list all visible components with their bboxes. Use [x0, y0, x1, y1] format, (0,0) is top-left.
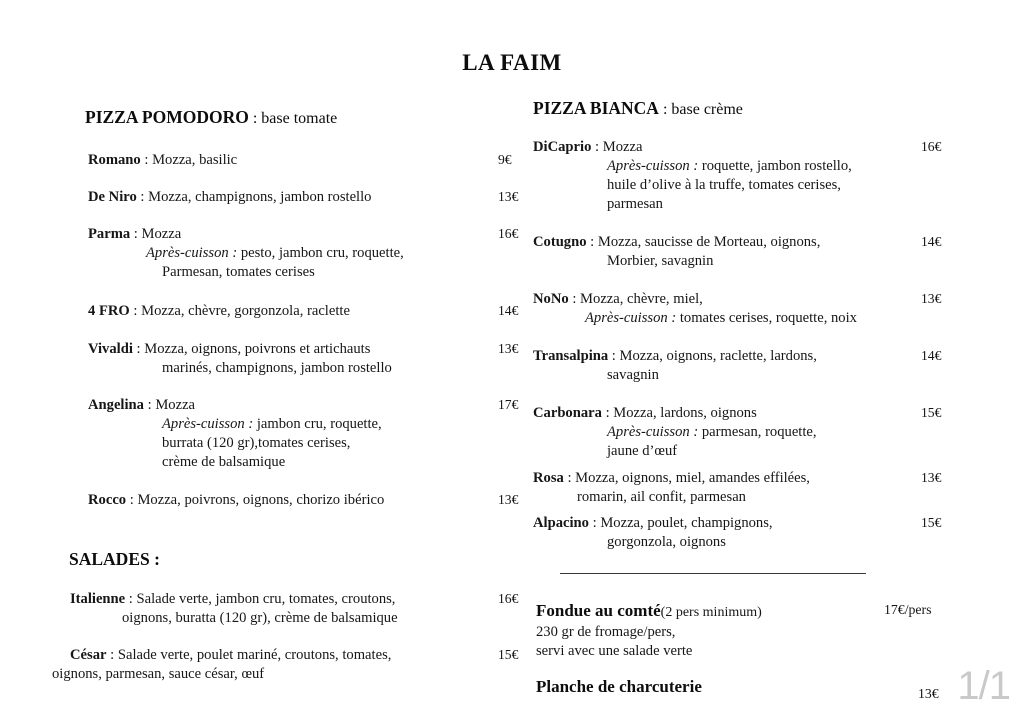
- menu-item-parma-name: Parma: [88, 226, 131, 242]
- menu-item-angelina-apres-label: Après-cuisson :: [162, 415, 254, 432]
- menu-item-angelina-apres-line-1: [88, 415, 382, 434]
- menu-item-nono-apres-1: tomates cerises, roquette, noix: [676, 309, 857, 326]
- menu-item-romano-line-1: [88, 151, 237, 170]
- menu-item-cotugno-desc-1: Mozza, saucisse de Morteau, oignons,: [597, 234, 821, 250]
- menu-item-4-fro-line-1: [88, 302, 350, 321]
- menu-item-dicaprio-apres-1: roquette, jambon rostello,: [698, 157, 852, 174]
- menu-item-rocco-sep: :: [126, 492, 138, 508]
- menu-item-dicaprio-apres-line-3: parmesan: [607, 195, 663, 212]
- menu-item-cotugno-sep: :: [586, 234, 598, 250]
- menu-item-nono-desc-1: Mozza, chèvre, miel,: [580, 291, 703, 307]
- menu-item-carbonara-apres-label: Après-cuisson :: [607, 423, 699, 440]
- menu-item-italienne-sep: :: [125, 591, 137, 607]
- menu-item-vivaldi-price: 13€: [498, 341, 519, 356]
- menu-item-romano-sep: :: [140, 152, 153, 168]
- menu-item-cotugno[interactable]: [533, 233, 942, 271]
- menu-item-rocco-desc-1: Mozza, poivrons, oignons, chorizo ibérico: [137, 492, 385, 508]
- menu-item-cesar-sep: :: [106, 647, 118, 663]
- menu-item-de-niro-price: 13€: [498, 189, 519, 204]
- menu-item-parma[interactable]: [88, 225, 519, 282]
- menu-item-parma-apres-1: pesto, jambon cru, roquette,: [237, 244, 404, 261]
- menu-item-cotugno-price: 14€: [921, 234, 942, 249]
- section-heading-bianca: [533, 98, 743, 119]
- menu-item-rocco-name: Rocco: [88, 492, 127, 508]
- menu-item-fondue-desc-2: servi avec une salade verte: [536, 643, 693, 660]
- menu-item-carbonara-desc-1: Mozza, lardons, oignons: [613, 405, 757, 421]
- menu-item-dicaprio-apres-label: Après-cuisson :: [607, 157, 699, 174]
- menu-item-transalpina-price: 14€: [921, 348, 942, 363]
- menu-item-angelina[interactable]: [88, 396, 519, 472]
- menu-item-planche-name: Planche de charcuterie: [536, 677, 702, 696]
- menu-item-fondue-line-1: [536, 600, 762, 623]
- menu-item-transalpina-desc-1: Mozza, oignons, raclette, lardons,: [619, 348, 817, 364]
- menu-item-cotugno-line-1: [533, 233, 820, 252]
- menu-item-rosa[interactable]: [533, 469, 942, 507]
- menu-item-cesar-name: César: [70, 647, 107, 663]
- menu-item-parma-price: 16€: [498, 226, 519, 241]
- menu-item-dicaprio-name: DiCaprio: [533, 139, 592, 155]
- menu-item-de-niro-name: De Niro: [88, 189, 137, 205]
- menu-item-dicaprio-desc-1: Mozza: [602, 139, 643, 155]
- menu-item-cesar[interactable]: [52, 646, 519, 684]
- menu-item-rosa-sep: :: [563, 470, 576, 486]
- menu-item-carbonara-apres-1: parmesan, roquette,: [698, 423, 817, 440]
- menu-item-transalpina-line-1: [533, 347, 817, 366]
- menu-item-carbonara-apres-line-1: [533, 423, 817, 442]
- menu-item-cesar-price: 15€: [498, 647, 519, 662]
- menu-item-alpacino-sep: :: [588, 515, 601, 531]
- menu-item-romano-desc-1: Mozza, basilic: [152, 152, 238, 168]
- menu-item-cesar-desc-2: oignons, parmesan, sauce césar, œuf: [52, 665, 265, 682]
- menu-item-rosa-price: 13€: [921, 470, 942, 485]
- menu-item-rosa-desc-2: romarin, ail confit, parmesan: [577, 488, 746, 505]
- menu-item-carbonara-sep: :: [601, 405, 614, 421]
- menu-item-vivaldi-desc-1: Mozza, oignons, poivrons et artichauts: [144, 341, 371, 357]
- menu-item-alpacino-price: 15€: [921, 515, 942, 530]
- menu-item-rocco[interactable]: [88, 491, 519, 510]
- menu-item-de-niro-desc-1: Mozza, champignons, jambon rostello: [148, 189, 372, 205]
- menu-item-cesar-desc-1: Salade verte, poulet mariné, croutons, tomates,: [117, 647, 392, 663]
- section-heading-bianca-sub: : base crème: [658, 101, 743, 118]
- menu-item-rocco-price: 13€: [498, 492, 519, 507]
- menu-item-rosa-desc-1: Mozza, oignons, miel, amandes effilées,: [575, 470, 810, 486]
- menu-item-transalpina-name: Transalpina: [533, 348, 609, 364]
- menu-item-4-fro-desc-1: Mozza, chèvre, gorgonzola, raclette: [141, 303, 350, 319]
- menu-item-de-niro-sep: :: [136, 189, 149, 205]
- menu-item-transalpina[interactable]: [533, 347, 942, 385]
- menu-item-nono-price: 13€: [921, 291, 942, 306]
- menu-item-alpacino-line-1: [533, 514, 773, 533]
- page-title: LA FAIM: [462, 50, 562, 75]
- menu-item-nono[interactable]: [533, 290, 942, 328]
- menu-item-planche-price: 13€: [918, 686, 939, 701]
- menu-item-alpacino-desc-1: Mozza, poulet, champignons,: [600, 515, 773, 531]
- menu-item-alpacino-name: Alpacino: [533, 515, 589, 531]
- menu-item-parma-desc-1: Mozza: [141, 226, 182, 242]
- menu-item-fondue-name: Fondue au comté: [536, 601, 661, 620]
- menu-item-vivaldi[interactable]: [88, 340, 519, 378]
- menu-item-romano-name: Romano: [88, 152, 141, 168]
- menu-item-rocco-line-1: [88, 491, 384, 510]
- menu-item-italienne-name: Italienne: [70, 591, 126, 607]
- menu-item-alpacino[interactable]: [533, 514, 942, 552]
- menu-item-parma-apres-label: Après-cuisson :: [146, 244, 238, 261]
- menu-item-angelina-desc-1: Mozza: [155, 397, 196, 413]
- menu-item-4-fro-name: 4 FRO: [88, 303, 130, 319]
- menu-item-transalpina-desc-2: savagnin: [607, 366, 659, 383]
- menu-item-rosa-name: Rosa: [533, 470, 564, 486]
- menu-item-parma-line-1: [88, 225, 404, 244]
- section-heading-pomodoro-sub: : base tomate: [248, 110, 338, 127]
- section-heading-salades-bold: SALADES :: [69, 549, 160, 569]
- menu-item-romano-price: 9€: [498, 152, 512, 167]
- menu-item-parma-apres-line-1: [88, 244, 404, 263]
- menu-item-carbonara-price: 15€: [921, 405, 942, 420]
- menu-item-vivaldi-sep: :: [132, 341, 145, 357]
- menu-item-fondue-au-comte[interactable]: [536, 600, 932, 662]
- menu-item-nono-name: NoNo: [533, 291, 569, 307]
- menu-item-alpacino-desc-2: gorgonzola, oignons: [607, 533, 726, 550]
- menu-item-parma-apres-line-2: Parmesan, tomates cerises: [162, 263, 315, 280]
- menu-item-nono-apres-line-1: [533, 309, 857, 328]
- menu-item-nono-line-1: [533, 290, 857, 309]
- menu-item-angelina-price: 17€: [498, 397, 519, 412]
- menu-item-nono-apres-label: Après-cuisson :: [585, 309, 677, 326]
- section-divider: [560, 573, 866, 574]
- menu-item-carbonara-apres-line-2: jaune d’œuf: [607, 442, 678, 459]
- menu-item-nono-sep: :: [568, 291, 581, 307]
- menu-item-angelina-line-1: [88, 396, 382, 415]
- menu-item-4-fro-sep: :: [129, 303, 142, 319]
- section-heading-pomodoro-bold: PIZZA POMODORO: [85, 107, 249, 127]
- menu-item-romano[interactable]: [88, 151, 512, 170]
- menu-item-fondue-price: 17€/pers: [884, 602, 932, 617]
- menu-item-dicaprio-line-1: [533, 138, 852, 157]
- menu-item-italienne-price: 16€: [498, 591, 519, 606]
- menu-item-vivaldi-name: Vivaldi: [88, 341, 133, 357]
- menu-item-vivaldi-line-1: [88, 340, 392, 359]
- menu-item-dicaprio-apres-line-2: huile d’olive à la truffe, tomates cerises,: [607, 176, 841, 193]
- section-heading-pomodoro: [85, 107, 337, 128]
- menu-item-rosa-line-1: [533, 469, 810, 488]
- menu-item-cesar-line-1: [70, 646, 391, 665]
- menu-item-italienne[interactable]: [70, 590, 519, 628]
- menu-item-fondue-note: (2 pers minimum): [660, 605, 762, 620]
- menu-item-parma-sep: :: [130, 226, 142, 242]
- menu-item-carbonara-name: Carbonara: [533, 405, 602, 421]
- menu-item-carbonara-line-1: [533, 404, 817, 423]
- menu-item-italienne-desc-2: oignons, buratta (120 gr), crème de balsamique: [122, 609, 398, 626]
- menu-item-angelina-apres-line-3: crème de balsamique: [162, 453, 286, 470]
- menu-item-vivaldi-desc-2: marinés, champignons, jambon rostello: [162, 359, 392, 376]
- menu-item-4-fro[interactable]: [88, 302, 519, 321]
- menu-item-dicaprio-apres-line-1: [533, 157, 852, 176]
- menu-item-angelina-apres-1: jambon cru, roquette,: [253, 415, 382, 432]
- menu-item-de-niro[interactable]: [88, 188, 519, 207]
- menu-item-fondue-desc-1: 230 gr de fromage/pers,: [536, 623, 676, 640]
- menu-item-angelina-apres-line-2: burrata (120 gr),tomates cerises,: [162, 434, 351, 451]
- menu-item-cotugno-name: Cotugno: [533, 234, 587, 250]
- menu-item-planche-line-1: [536, 676, 702, 699]
- menu-item-italienne-line-1: [70, 590, 398, 609]
- section-heading-bianca-bold: PIZZA BIANCA: [533, 98, 659, 118]
- menu-item-transalpina-sep: :: [608, 348, 620, 364]
- menu-item-4-fro-price: 14€: [498, 303, 519, 318]
- menu-item-dicaprio[interactable]: [533, 138, 942, 214]
- menu-item-dicaprio-price: 16€: [921, 139, 942, 154]
- menu-item-carbonara[interactable]: [533, 404, 942, 461]
- menu-item-angelina-sep: :: [143, 397, 156, 413]
- menu-item-angelina-name: Angelina: [88, 397, 144, 413]
- section-heading-salades: [69, 549, 160, 570]
- menu-item-cotugno-desc-2: Morbier, savagnin: [607, 252, 714, 269]
- page-indicator: 1/1: [957, 664, 1010, 708]
- menu-item-planche-de-charcuterie[interactable]: [536, 676, 939, 701]
- menu-item-dicaprio-sep: :: [591, 139, 603, 155]
- menu-item-de-niro-line-1: [88, 188, 371, 207]
- menu-item-italienne-desc-1: Salade verte, jambon cru, tomates, croutons,: [136, 591, 396, 607]
